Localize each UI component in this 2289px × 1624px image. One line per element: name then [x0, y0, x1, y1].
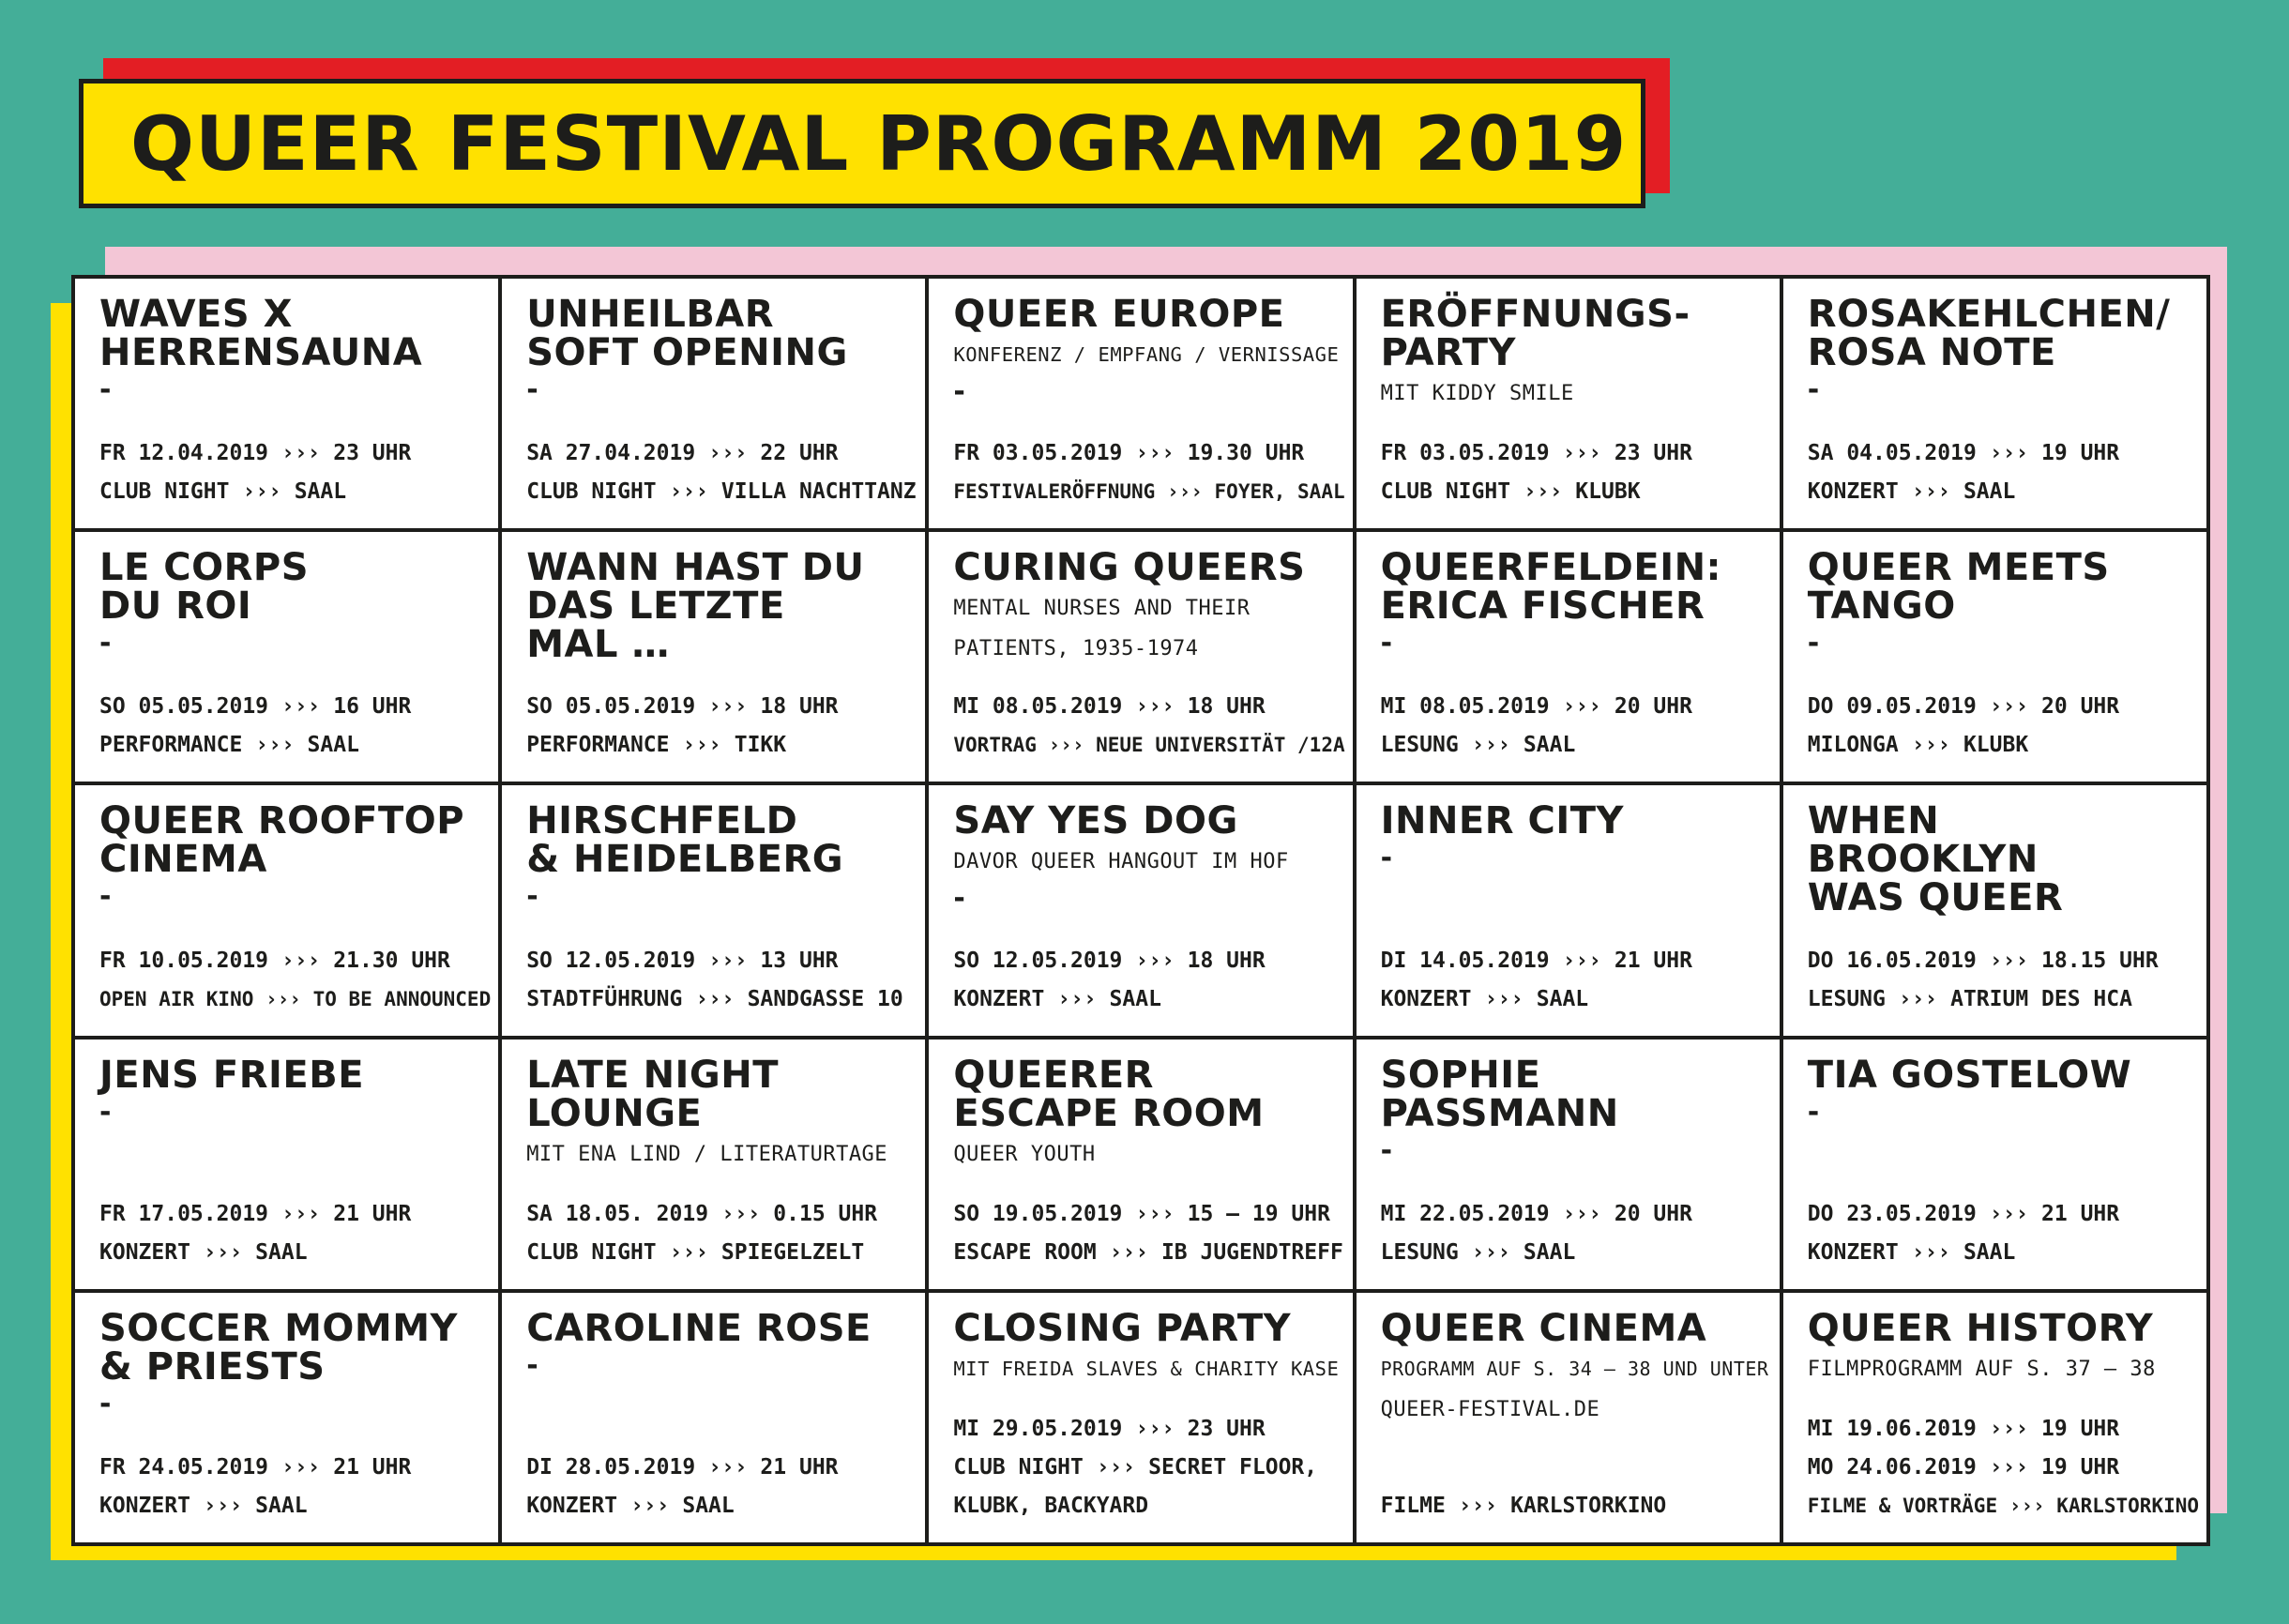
event-cell	[502, 785, 925, 1035]
event-detail-line: FR 03.05.2019 ››› 19.30 UHR	[953, 441, 1305, 466]
event-cell	[1357, 1293, 1780, 1542]
event-title: SOFT OPENING	[526, 331, 848, 374]
event-detail-line: KONZERT ››› SAAL	[1380, 986, 1589, 1011]
event-details	[1381, 942, 1692, 1019]
event-detail-line: PERFORMANCE ››› SAAL	[99, 733, 359, 758]
event-title: SOCCER MOMMY	[99, 1306, 458, 1350]
event-title: WANN HAST DU	[526, 546, 865, 590]
event-detail-line: SA 04.05.2019 ››› 19 UHR	[1807, 441, 2120, 466]
event-title: QUEER ROOFTOP	[99, 799, 465, 843]
event-title: TIA GOSTELOW	[1807, 1053, 2132, 1097]
event-title: ERICA FISCHER	[1380, 584, 1705, 629]
event-title: QUEER EUROPE	[953, 293, 1285, 336]
event-details	[1808, 942, 2159, 1019]
event-dash: -	[1807, 1095, 1820, 1129]
event-details	[1381, 434, 1692, 511]
event-title: DAS LETZTE	[526, 584, 785, 629]
event-details	[1808, 1410, 2199, 1525]
event-cell	[1357, 279, 1780, 528]
event-title: ROSAKEHLCHEN/	[1807, 293, 2171, 336]
event-detail-line: KONZERT ››› SAAL	[1807, 1239, 2016, 1265]
event-cell	[75, 1293, 498, 1542]
event-detail-line: DO 09.05.2019 ››› 20 UHR	[1807, 694, 2120, 720]
event-cell	[929, 279, 1352, 528]
event-cell	[1783, 1040, 2206, 1289]
event-title: PASSMANN	[1380, 1091, 1619, 1135]
event-dash: -	[953, 882, 965, 916]
event-details	[1381, 1195, 1692, 1272]
event-detail-line: MILONGA ››› KLUBK	[1807, 733, 2029, 758]
event-detail-line: CLUB NIGHT ››› SPIEGELZELT	[526, 1239, 865, 1265]
event-detail-line: DI 14.05.2019 ››› 21 UHR	[1380, 948, 1692, 973]
event-detail-line: SA 18.05. 2019 ››› 0.15 UHR	[526, 1201, 878, 1226]
event-title: CLOSING PARTY	[953, 1306, 1292, 1350]
event-grid	[71, 275, 2210, 1546]
event-details	[1381, 1487, 1667, 1525]
event-cell	[1357, 532, 1780, 782]
event-subtitle: FILMPROGRAMM AUF S. 37 – 38	[1807, 1357, 2156, 1381]
event-details	[953, 1195, 1342, 1272]
event-subtitle: QUEER-FESTIVAL.DE	[1380, 1397, 1600, 1421]
event-detail-line: MI 22.05.2019 ››› 20 UHR	[1380, 1201, 1692, 1226]
event-dash: -	[1380, 627, 1393, 660]
event-detail-line: FR 03.05.2019 ››› 23 UHR	[1380, 441, 1692, 466]
event-cell	[502, 279, 925, 528]
event-title: DU ROI	[99, 584, 252, 629]
event-detail-line: FR 24.05.2019 ››› 21 UHR	[99, 1455, 412, 1480]
event-title: UNHEILBAR	[526, 293, 775, 336]
event-details	[526, 688, 838, 765]
event-detail-line: KONZERT ››› SAAL	[953, 986, 1161, 1011]
event-title: MAL …	[526, 623, 670, 667]
event-detail-line: DO 16.05.2019 ››› 18.15 UHR	[1807, 948, 2159, 973]
event-title: LATE NIGHT	[526, 1053, 780, 1097]
event-title: QUEER HISTORY	[1807, 1306, 2154, 1350]
event-detail-line: SA 27.04.2019 ››› 22 UHR	[526, 441, 839, 466]
event-cell	[502, 1293, 925, 1542]
event-title: HERRENSAUNA	[99, 331, 423, 374]
event-detail-line: KLUBK, BACKYARD	[953, 1494, 1149, 1518]
event-detail-line: FILME ››› KARLSTORKINO	[1380, 1494, 1667, 1518]
event-cell	[929, 785, 1352, 1035]
event-cell	[1783, 1293, 2206, 1542]
event-title: CAROLINE ROSE	[526, 1306, 872, 1350]
event-details	[953, 942, 1265, 1019]
event-detail-line: SO 05.05.2019 ››› 18 UHR	[526, 694, 839, 720]
event-dash: -	[1380, 1133, 1393, 1167]
event-detail-line: PERFORMANCE ››› TIKK	[526, 733, 787, 758]
event-title: ERÖFFNUNGS-	[1380, 293, 1690, 336]
event-detail-line: LESUNG ››› ATRIUM DES HCA	[1807, 986, 2132, 1011]
event-title: CURING QUEERS	[953, 546, 1306, 590]
event-subtitle: QUEER YOUTH	[953, 1142, 1096, 1166]
event-subtitle: MIT ENA LIND / LITERATURTAGE	[526, 1142, 888, 1166]
event-details	[1808, 688, 2119, 765]
event-subtitle: MENTAL NURSES AND THEIR	[953, 597, 1251, 621]
event-detail-line: LESUNG ››› SAAL	[1380, 733, 1576, 758]
event-title: & PRIESTS	[99, 1344, 326, 1389]
event-subtitle: PROGRAMM AUF S. 34 – 38 UND UNTER	[1380, 1357, 1769, 1380]
event-title: & HEIDELBERG	[526, 838, 844, 882]
event-dash: -	[1380, 842, 1393, 875]
event-details	[526, 434, 916, 511]
event-detail-line: FR 12.04.2019 ››› 23 UHR	[99, 441, 412, 466]
event-detail-line: MI 29.05.2019 ››› 23 UHR	[953, 1417, 1266, 1441]
event-cell	[929, 532, 1352, 782]
event-cell	[1783, 532, 2206, 782]
event-details	[953, 1410, 1317, 1525]
event-details	[1381, 688, 1692, 765]
event-cell	[929, 1293, 1352, 1542]
event-title: QUEER MEETS	[1807, 546, 2110, 590]
event-detail-line: MO 24.06.2019 ››› 19 UHR	[1807, 1455, 2120, 1480]
event-detail-line: FILME & VORTRÄGE ››› KARLSTORKINO	[1807, 1495, 2200, 1517]
event-cell	[75, 1040, 498, 1289]
event-title: SAY YES DOG	[953, 799, 1238, 843]
event-detail-line: STADTFÜHRUNG ››› SANDGASSE 10	[526, 986, 903, 1011]
event-title: PARTY	[1380, 331, 1516, 374]
event-cell	[1783, 279, 2206, 528]
event-detail-line: CLUB NIGHT ››› KLUBK	[1380, 479, 1641, 505]
event-dash: -	[99, 627, 112, 660]
event-cell	[75, 532, 498, 782]
event-detail-line: MI 19.06.2019 ››› 19 UHR	[1807, 1417, 2120, 1441]
event-details	[99, 1195, 411, 1272]
event-details	[526, 942, 903, 1019]
event-title: WAVES X	[99, 293, 293, 336]
event-detail-line: LESUNG ››› SAAL	[1380, 1239, 1576, 1265]
event-title: BROOKLYN	[1807, 838, 2039, 882]
event-subtitle: PATIENTS, 1935-1974	[953, 637, 1199, 661]
event-title: QUEERFELDEIN:	[1380, 546, 1722, 590]
event-details	[526, 1449, 838, 1525]
event-detail-line: SO 12.05.2019 ››› 13 UHR	[526, 948, 839, 973]
event-dash: -	[99, 373, 112, 406]
event-dash: -	[953, 375, 965, 408]
event-detail-line: CLUB NIGHT ››› SAAL	[99, 479, 347, 505]
event-cell	[502, 1040, 925, 1289]
event-dash: -	[99, 1387, 112, 1420]
event-detail-line: KONZERT ››› SAAL	[1807, 479, 2016, 505]
event-details	[99, 1449, 411, 1525]
event-detail-line: MI 08.05.2019 ››› 18 UHR	[953, 694, 1266, 720]
event-dash: -	[526, 880, 538, 914]
event-detail-line: FESTIVALERÖFFNUNG ››› FOYER, SAAL	[953, 480, 1345, 504]
event-detail-line: DI 28.05.2019 ››› 21 UHR	[526, 1455, 839, 1480]
event-detail-line: SO 05.05.2019 ››› 16 UHR	[99, 694, 412, 720]
event-cell	[1357, 1040, 1780, 1289]
event-dash: -	[1807, 627, 1820, 660]
event-title: ESCAPE ROOM	[953, 1091, 1265, 1135]
event-title: WAS QUEER	[1807, 876, 2064, 920]
event-title: HIRSCHFELD	[526, 799, 798, 843]
page-title: QUEER FESTIVAL PROGRAMM 2019	[130, 99, 1628, 188]
title-banner	[79, 79, 1645, 208]
event-detail-line: SO 12.05.2019 ››› 18 UHR	[953, 948, 1266, 973]
event-dash: -	[99, 1095, 112, 1129]
event-details	[526, 1195, 877, 1272]
event-subtitle: KONFERENZ / EMPFANG / VERNISSAGE	[953, 343, 1340, 366]
event-title: TANGO	[1807, 584, 1956, 629]
event-detail-line: FR 10.05.2019 ››› 21.30 UHR	[99, 948, 450, 973]
event-title: CINEMA	[99, 838, 267, 882]
event-detail-line: VORTRAG ››› NEUE UNIVERSITÄT /12A	[953, 734, 1345, 757]
event-detail-line: DO 23.05.2019 ››› 21 UHR	[1807, 1201, 2120, 1226]
event-details	[953, 688, 1344, 765]
event-cell	[75, 279, 498, 528]
event-title: QUEER CINEMA	[1380, 1306, 1707, 1350]
event-details	[99, 434, 411, 511]
event-dash: -	[526, 373, 538, 406]
event-cell	[502, 532, 925, 782]
event-detail-line: KONZERT ››› SAAL	[99, 1239, 308, 1265]
event-details	[99, 942, 491, 1019]
event-dash: -	[99, 880, 112, 914]
event-subtitle: MIT KIDDY SMILE	[1380, 382, 1574, 405]
event-cell	[1783, 785, 2206, 1035]
event-details	[99, 688, 411, 765]
event-detail-line: ESCAPE ROOM ››› IB JUGENDTREFF	[953, 1239, 1343, 1265]
event-title: WHEN	[1807, 799, 1940, 843]
event-detail-line: FR 17.05.2019 ››› 21 UHR	[99, 1201, 412, 1226]
event-dash: -	[1807, 373, 1820, 406]
event-title: LOUNGE	[526, 1091, 703, 1135]
event-detail-line: CLUB NIGHT ››› SECRET FLOOR,	[953, 1455, 1318, 1480]
event-subtitle: DAVOR QUEER HANGOUT IM HOF	[953, 850, 1289, 874]
event-dash: -	[526, 1348, 538, 1382]
event-details	[1808, 434, 2119, 511]
event-title: JENS FRIEBE	[99, 1053, 365, 1097]
event-detail-line: SO 19.05.2019 ››› 15 – 19 UHR	[953, 1201, 1330, 1226]
event-subtitle: MIT FREIDA SLAVES & CHARITY KASE	[953, 1357, 1340, 1380]
event-detail-line: MI 08.05.2019 ››› 20 UHR	[1380, 694, 1692, 720]
event-title: QUEERER	[953, 1053, 1154, 1097]
event-title: LE CORPS	[99, 546, 310, 590]
event-title: ROSA NOTE	[1807, 331, 2056, 374]
event-detail-line: OPEN AIR KINO ››› TO BE ANNOUNCED	[99, 987, 492, 1010]
event-cell	[1357, 785, 1780, 1035]
event-cell	[929, 1040, 1352, 1289]
event-detail-line: KONZERT ››› SAAL	[99, 1494, 308, 1518]
event-details	[953, 434, 1344, 511]
event-cell	[75, 785, 498, 1035]
event-title: INNER CITY	[1380, 799, 1624, 843]
event-title: SOPHIE	[1380, 1053, 1541, 1097]
event-detail-line: KONZERT ››› SAAL	[526, 1494, 735, 1518]
event-detail-line: CLUB NIGHT ››› VILLA NACHTTANZ	[526, 479, 917, 505]
event-details	[1808, 1195, 2119, 1272]
